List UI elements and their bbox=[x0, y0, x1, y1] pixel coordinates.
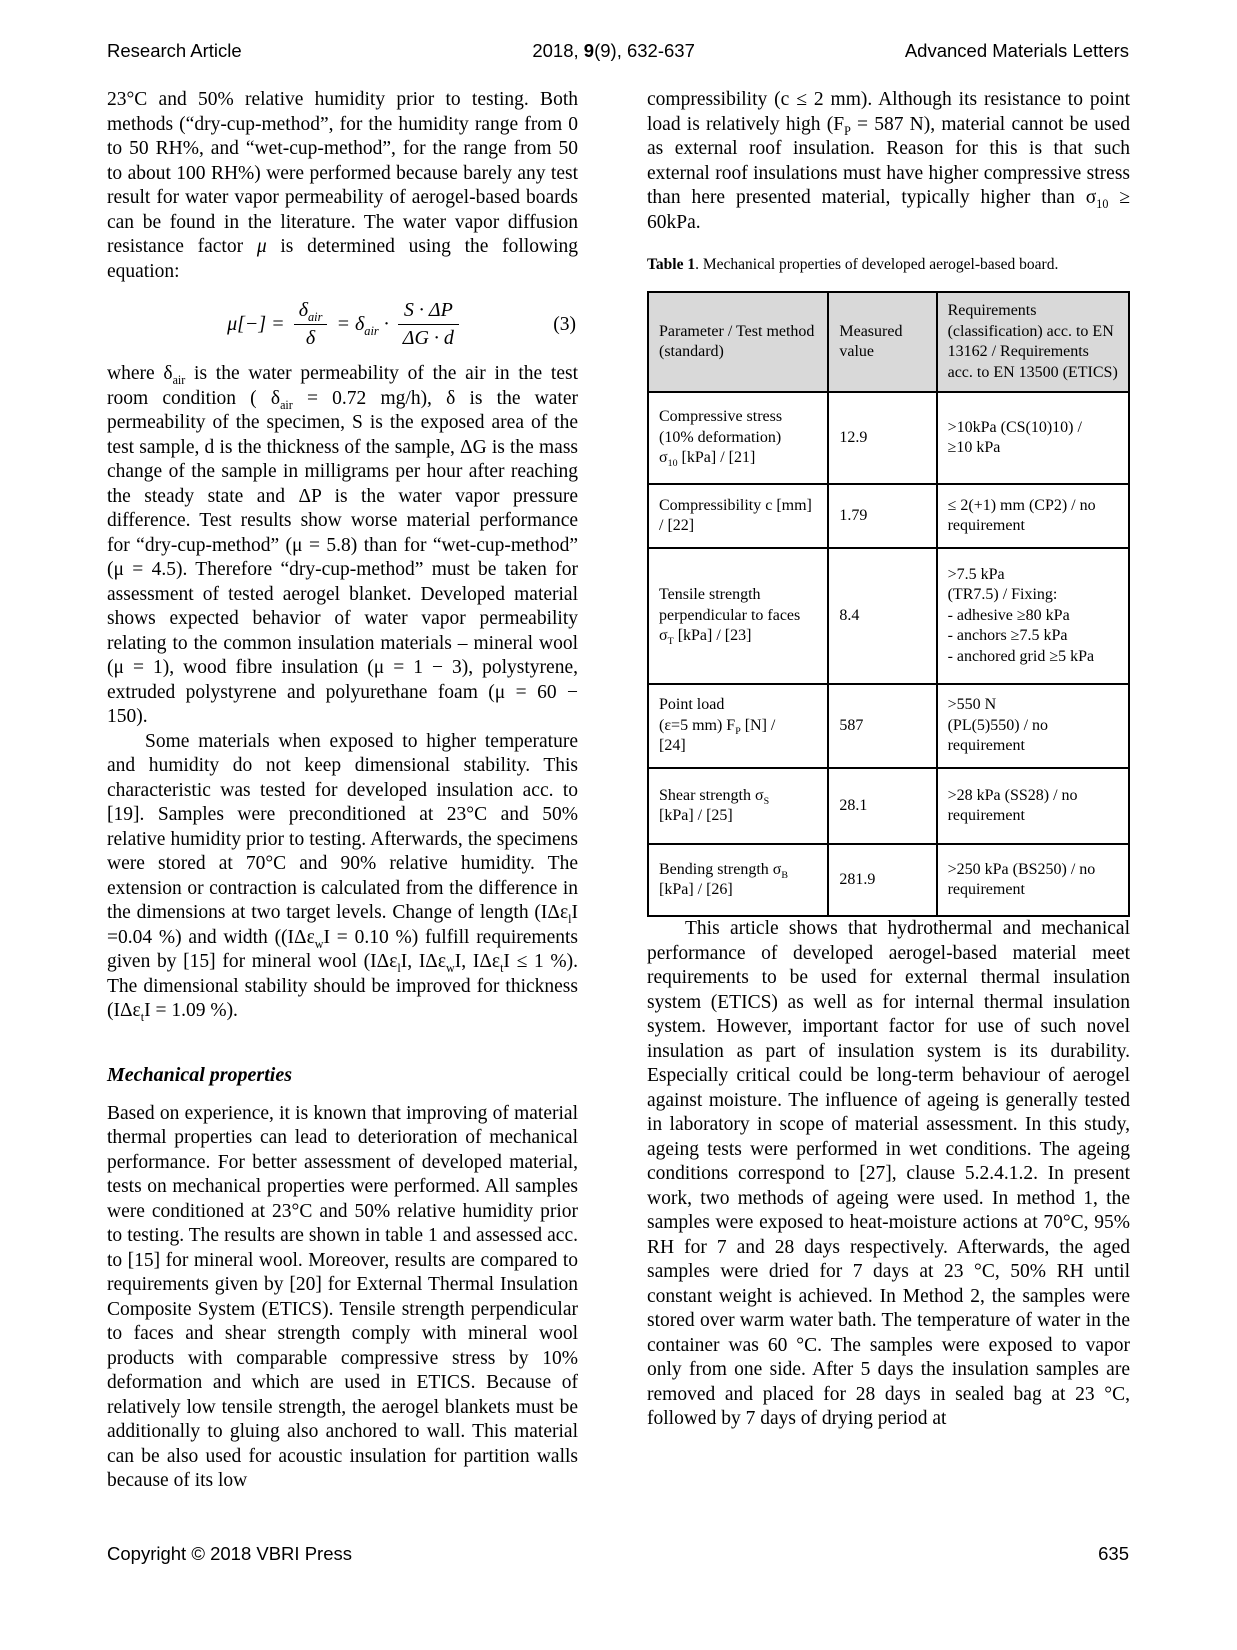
footer-copyright: Copyright © 2018 VBRI Press bbox=[107, 1543, 352, 1564]
column-header-requirements: Requirements (classification) acc. to EN 13162 / Requirements acc. to EN 13500 (ETICS) bbox=[937, 292, 1129, 392]
param-cell: Tensile strength perpendicular to faces $\sigma_T$ [kPa] / [23] bbox=[648, 548, 828, 684]
value-cell: 587 bbox=[828, 684, 936, 768]
paragraph: Some materials when exposed to higher temperature and humidity do not keep dimensional stability. This characteristic was tested for developed insulation acc. to [19]. Samples were preconditioned at 23°C and 50% relative humidity prior to testing. Afterwards, the specimens were stored at 70°C and 90% relative humidity. The extension or contraction is calculated from the difference in the dimensions at two target levels. Change of length (IΔε$_l$I =0.04 %) and width ((IΔε$_w$I = 0.10 %) fulfill requirements given by [15] for mineral wool (IΔε$_l$I, IΔε$_w$I, IΔε$_t$I ≤ 1 %). The dimensional stability should be improved for thickness (IΔε$_t$I = 1.09 %). bbox=[107, 730, 579, 1024]
table-row bbox=[648, 844, 1129, 916]
table-header-row bbox=[648, 292, 1129, 392]
paragraph: This article shows that hydrothermal and mechanical performance of developed aerogel-based material meet requirements to be used for external thermal insulation system (ETICS) as well as for internal thermal insulation system. However, important factor for use of such novel insulation as part of insulation system is its durability. Especially critical could be long-term behaviour of aerogel against moisture. The influence of ageing is generally tested in laboratory in scope of material assessment. In this study, ageing tests were performed in wet conditions. The ageing conditions correspond to [27], clause 5.2.4.1.2. In present work, two methods of ageing were used. In method 1, the samples were exposed to heat-moisture actions at 70°C, 95% RH for 7 and 28 days respectively. Afterwards, the aged samples were dried for 7 days at 23 °C, 50% RH until constant weight is achieved. In Method 2, the samples were stored over warm water bath. The temperature of water in the container was 60 °C. The samples were exposed to vapor only from one side. After 5 days the insulation samples are removed and placed for 28 days in sealed bag at 23 °C, followed by 7 days of drying period at bbox=[647, 918, 1130, 1429]
table-1-mechanical-properties bbox=[647, 291, 1130, 917]
table-row bbox=[648, 548, 1129, 684]
footer-page-number: 635 bbox=[1098, 1543, 1129, 1564]
table-row bbox=[648, 684, 1129, 768]
fraction-numerator: $\delta_{air}$ bbox=[294, 299, 328, 325]
column-header-parameter: Parameter / Test method (standard) bbox=[648, 292, 828, 392]
header-journal-name: Advanced Materials Letters bbox=[904, 40, 1129, 61]
param-cell: Compressive stress (10% deformation) $\sigma_{10}$ [kPa] / [21] bbox=[648, 392, 828, 484]
value-cell: 281.9 bbox=[828, 844, 936, 916]
paragraph: where $\delta_{air}$ is the water permeability of the air in the test room condition ( $\delta_{air} = 0.72$ mg/h), δ is the water permeability of the specimen, S is the exposed area of the test sample, d is the thickness of the sample, ΔG is the mass change of the sample in milligrams per hour after reaching the steady state and ΔP is the water vapor pressure difference. Test results show worse material performance for “dry-cup-method” (μ = 5.8) than for “wet-cup-method” (μ = 4.5). Therefore “dry-cup-method” must be taken for assessment of tested aerogel blanket. Developed material shows expected behavior of water vapor permeability relating to the common insulation materials – mineral wool (μ = 1), wood fibre insulation (μ = 1 − 3), polystyrene, extruded polystyrene and polyurethane foam (μ = 60 − 150). bbox=[107, 363, 578, 727]
fraction-denominator: δ bbox=[305, 327, 316, 349]
equation-middle: = $\delta_{air}$ · bbox=[336, 313, 389, 338]
left-column bbox=[107, 88, 578, 1494]
paragraph: 23°C and 50% relative humidity prior to testing. Both methods (“dry-cup-method”, for the humidity range from 0 to 50 RH%, and “wet-cup-method”, for the range from 50 to about 100 RH%) were performed because barely any test result for water vapor permeability of aerogel-based boards can be found in the literature. The water vapor diffusion resistance factor μ is determined using the following equation: bbox=[107, 89, 578, 282]
fraction-numerator: S · ΔP bbox=[398, 299, 459, 325]
req-cell: >550 N (PL(5)550) / no requirement bbox=[937, 684, 1129, 768]
value-cell: 28.1 bbox=[828, 768, 936, 844]
table-1-caption: Table 1. Mechanical properties of developed aerogel-based board. bbox=[647, 256, 1059, 273]
req-cell: >7.5 kPa (TR7.5) / Fixing: - adhesive ≥80 kPa - anchors ≥7.5 kPa - anchored grid ≥5 kPa bbox=[937, 548, 1129, 684]
param-cell: Point load (ε=5 mm) $F_P$ [N] / [24] bbox=[648, 684, 828, 768]
req-cell: >250 kPa (BS250) / no requirement bbox=[937, 844, 1129, 916]
param-cell: Compressibility c [mm] / [22] bbox=[648, 484, 828, 548]
equation-lhs: μ[−] = bbox=[227, 313, 285, 335]
table-row bbox=[648, 392, 1129, 484]
section-heading-mechanical-properties: Mechanical properties bbox=[107, 1063, 292, 1086]
equation-3 bbox=[107, 299, 578, 350]
equation-fraction-1 bbox=[294, 299, 328, 350]
paragraph: compressibility (c ≤ 2 mm). Although its resistance to point load is relatively high ($F_P = 587$ N), material cannot be used as external roof insulation. Reason for this is that such external roof insulations must have higher compressive stress than here presented material, typically higher than $\sigma_{10} \ge 60kPa$. bbox=[647, 89, 1130, 233]
column-header-measured-value: Measured value bbox=[828, 292, 936, 392]
value-cell: 12.9 bbox=[828, 392, 936, 484]
header-article-type: Research Article bbox=[107, 40, 242, 61]
param-cell: Bending strength $\sigma_B$ [kPa] / [26] bbox=[648, 844, 828, 916]
req-cell: >28 kPa (SS28) / no requirement bbox=[937, 768, 1129, 844]
fraction-denominator: ΔG · d bbox=[402, 327, 454, 349]
table-row bbox=[648, 768, 1129, 844]
param-cell: Shear strength $\sigma_S$ [kPa] / [25] bbox=[648, 768, 828, 844]
value-cell: 8.4 bbox=[828, 548, 936, 684]
req-cell: >10kPa (CS(10)10) / ≥10 kPa bbox=[937, 392, 1129, 484]
right-column bbox=[647, 88, 1130, 1432]
equation-fraction-2 bbox=[398, 299, 459, 350]
req-cell: ≤ 2(+1) mm (CP2) / no requirement bbox=[937, 484, 1129, 548]
header-citation: 2018, 9(9), 632-637 bbox=[532, 40, 695, 61]
table-row bbox=[648, 484, 1129, 548]
value-cell: 1.79 bbox=[828, 484, 936, 548]
paragraph: Based on experience, it is known that improving of material thermal properties can lead to deterioration of mechanical performance. For better assessment of developed material, tests on mechanical properties were performed. All samples were conditioned at 23°C and 50% relative humidity prior to testing. The results are shown in table 1 and assessed acc. to [15] for mineral wool. Moreover, results are compared to requirements given by [20] for External Thermal Insulation Composite System (ETICS). Tensile strength perpendicular to faces and shear strength comply with mineral wool products with comparable compressive stress by 10% deformation and which are used in ETICS. Because of relatively low tensile strength, the aerogel blankets must be additionally to gluing also anchored to wall. This material can be also used for acoustic insulation for partition walls because of its low bbox=[107, 1102, 578, 1491]
equation-number: (3) bbox=[553, 313, 576, 335]
